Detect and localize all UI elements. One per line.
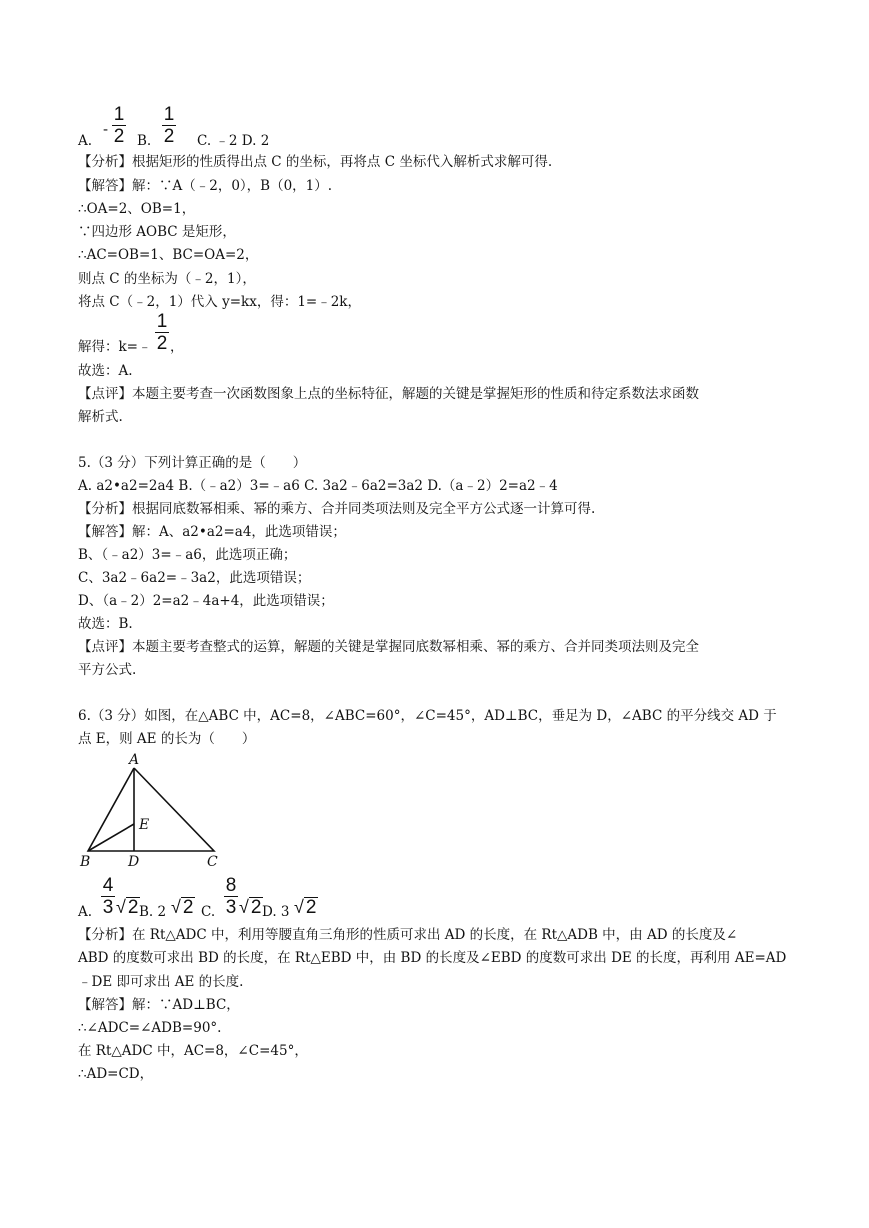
label-d: D bbox=[128, 854, 140, 870]
q6-question-line-2: 点 E，则 AE 的长为（ ） bbox=[78, 731, 256, 747]
q5-answer-line-1: 【解答】解：A、a2•a2=a4，此选项错误； bbox=[78, 524, 346, 540]
label-b: B bbox=[80, 854, 91, 870]
q6-analysis-line-2: ABD 的度数可求出 BD 的长度，在 Rt△EBD 中，由 BD 的长度及∠EBD 的度数可求出 DE 的长度，再利用 AE=AD bbox=[78, 950, 787, 966]
q5-options: A. a2•a2=2a4 B.（﹣a2）3=﹣a6 C. 3a2﹣6a2=3a2 D.（a﹣2）2=a2﹣4 bbox=[78, 478, 558, 494]
q6-analysis-line-3: ﹣DE 即可求出 AE 的长度. bbox=[78, 974, 244, 990]
q4-solve-prefix: 解得：k=﹣ bbox=[78, 339, 152, 355]
q6-option-b-label: B. 2 bbox=[139, 904, 167, 920]
q6-question-line-1: 6.（3 分）如图，在△ABC 中，AC=8，∠ABC=60°，∠C=45°，AD⊥BC，垂足为 D，∠ABC 的平分线交 AD 于 bbox=[78, 708, 777, 724]
q4-comment-line-2: 解析式. bbox=[78, 409, 123, 425]
q4-option-a-sign: - bbox=[103, 120, 109, 138]
q4-solve-fraction: 1 2 bbox=[156, 311, 168, 354]
q4-solve-suffix: ， bbox=[170, 339, 184, 355]
q6-option-c-label: C. bbox=[201, 904, 216, 920]
q6-option-d-radical: √ 2 bbox=[294, 897, 317, 918]
q6-option-a-label: A. bbox=[78, 904, 93, 920]
q4-option-a-label: A. bbox=[78, 133, 93, 149]
q5-comment-line-1: 【点评】本题主要考查整式的运算，解题的关键是掌握同底数幂相乘、幂的乘方、合并同类项法则及完全 bbox=[78, 639, 699, 655]
q5-answer-line-2: B、（﹣a2）3=﹣a6，此选项正确； bbox=[78, 547, 297, 563]
q5-answer-line-3: C、3a2﹣6a2=﹣3a2，此选项错误； bbox=[78, 570, 311, 586]
q4-answer-line-3: ∵四边形 AOBC 是矩形， bbox=[78, 224, 236, 240]
q5-answer-line-5: 故选：B. bbox=[78, 616, 133, 632]
q6-answer-line-2: ∴∠ADC=∠ADB=90°. bbox=[78, 1020, 222, 1036]
q4-option-b-label: B. bbox=[137, 133, 152, 149]
q4-answer-line-5: 则点 C 的坐标为（﹣2，1）， bbox=[78, 271, 256, 287]
q4-choice: 故选：A. bbox=[78, 363, 133, 379]
q4-analysis: 【分析】根据矩形的性质得出点 C 的坐标，再将点 C 坐标代入解析式求解可得. bbox=[78, 154, 553, 170]
q6-option-a-fraction: 4 3 bbox=[102, 875, 114, 918]
q6-analysis-line-1: 【分析】在 Rt△ADC 中，利用等腰直角三角形的性质可求出 AD 的长度，在 Rt△ADB 中，由 AD 的长度及∠ bbox=[78, 927, 738, 943]
q6-answer-line-3: 在 Rt△ADC 中，AC=8，∠C=45°， bbox=[78, 1043, 308, 1059]
q4-comment-line-1: 【点评】本题主要考查一次函数图象上点的坐标特征，解题的关键是掌握矩形的性质和待定系数法求函数 bbox=[78, 386, 699, 402]
q6-option-c-fraction: 8 3 bbox=[225, 875, 237, 918]
q4-answer-line-2: ∴OA=2、OB=1， bbox=[78, 201, 196, 217]
q6-option-a-radical: √ 2 bbox=[116, 897, 139, 918]
q4-option-a-fraction: 1 2 bbox=[113, 104, 125, 147]
label-a: A bbox=[129, 752, 140, 768]
q5-question: 5.（3 分）下列计算正确的是（ ） bbox=[78, 455, 307, 471]
triangle-figure bbox=[78, 750, 228, 872]
q6-option-b-radical: √ 2 bbox=[171, 897, 194, 918]
q4-answer-line-1: 【解答】解：∵A（﹣2，0），B（0，1）. bbox=[78, 178, 333, 194]
q6-answer-line-4: ∴AD=CD， bbox=[78, 1066, 154, 1082]
q5-answer-line-4: D、（a﹣2）2=a2﹣4a+4，此选项错误； bbox=[78, 593, 334, 609]
q4-answer-line-4: ∴AC=OB=1、BC=OA=2， bbox=[78, 247, 259, 263]
label-c: C bbox=[207, 854, 218, 870]
q6-answer-line-1: 【解答】解：∵AD⊥BC， bbox=[78, 997, 240, 1013]
triangle-outline bbox=[88, 768, 214, 851]
q5-analysis: 【分析】根据同底数幂相乘、幂的乘方、合并同类项法则及完全平方公式逐一计算可得. bbox=[78, 501, 596, 517]
q4-answer-line-6: 将点 C（﹣2，1）代入 y=kx，得：1=﹣2k， bbox=[78, 294, 361, 310]
q4-option-b-fraction: 1 2 bbox=[163, 104, 175, 147]
q6-option-c-radical: √ 2 bbox=[239, 897, 262, 918]
q6-option-d-label: D. 3 bbox=[262, 904, 290, 920]
q4-option-c-d: C. ﹣2 D. 2 bbox=[197, 133, 270, 149]
q5-comment-line-2: 平方公式. bbox=[78, 662, 137, 678]
label-e: E bbox=[139, 817, 150, 833]
